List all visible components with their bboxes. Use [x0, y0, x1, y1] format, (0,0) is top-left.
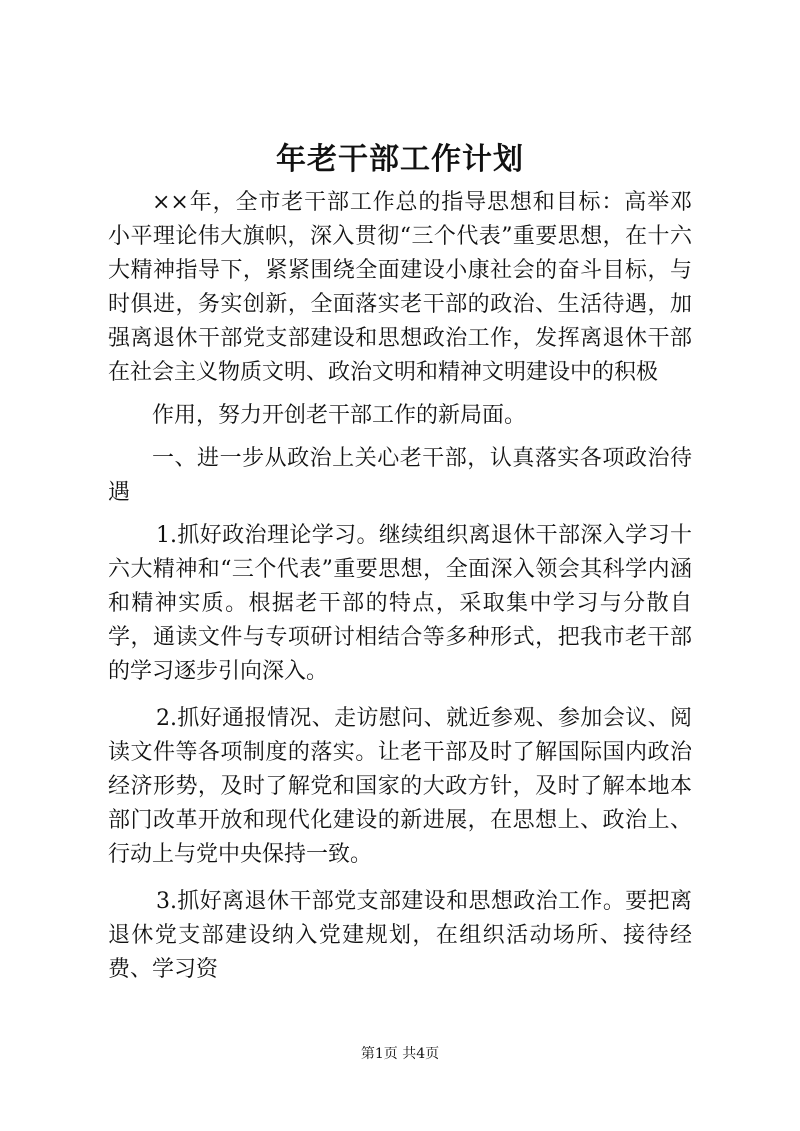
section-heading: 一、进一步从政治上关心老干部，认真落实各项政治待遇 [108, 446, 692, 505]
page-footer: 第1页 共4页 [360, 1046, 440, 1062]
item-1-paragraph: 1.抓好政治理论学习。继续组织离退休干部深入学习十六大精神和“三个代表”重要思想，全面深入领会其科学内涵和精神实质。根据老干部的特点，采取集中学习与分散自学，通读文件与专项研讨相结合等多种形式，把我市老干部的学习逐步引向深入。 [108, 523, 692, 684]
document-title: 年老干部工作计划 [276, 142, 524, 177]
item-2-paragraph: 2.抓好通报情况、走访慰问、就近参观、参加会议、阅读文件等各项制度的落实。让老干部及时了解国际国内政治经济形势，及时了解党和国家的大政方针，及时了解本地本部门改革开放和现代化建设的新进展，在思想上、政治上、行动上与党中央保持一致。 [108, 706, 692, 867]
intro-paragraph: ××年，全市老干部工作总的指导思想和目标：高举邓小平理论伟大旗帜，深入贯彻“三个代表”重要思想，在十六大精神指导下，紧紧围绕全面建设小康社会的奋斗目标，与时俱进，务实创新，全面落实老干部的政治、生活待遇，加强离退休干部党支部建设和思想政治工作，发挥离退休干部在社会主义物质文明、政治文明和精神文明建设中的积极 [108, 190, 692, 385]
intro-continuation: 作用，努力开创老干部工作的新局面。 [152, 403, 527, 428]
document-body [108, 186, 692, 987]
item-3-paragraph: 3.抓好离退休干部党支部建设和思想政治工作。要把离退休党支部建设纳入党建规划，在组织活动场所、接待经费、学习资 [108, 889, 692, 982]
